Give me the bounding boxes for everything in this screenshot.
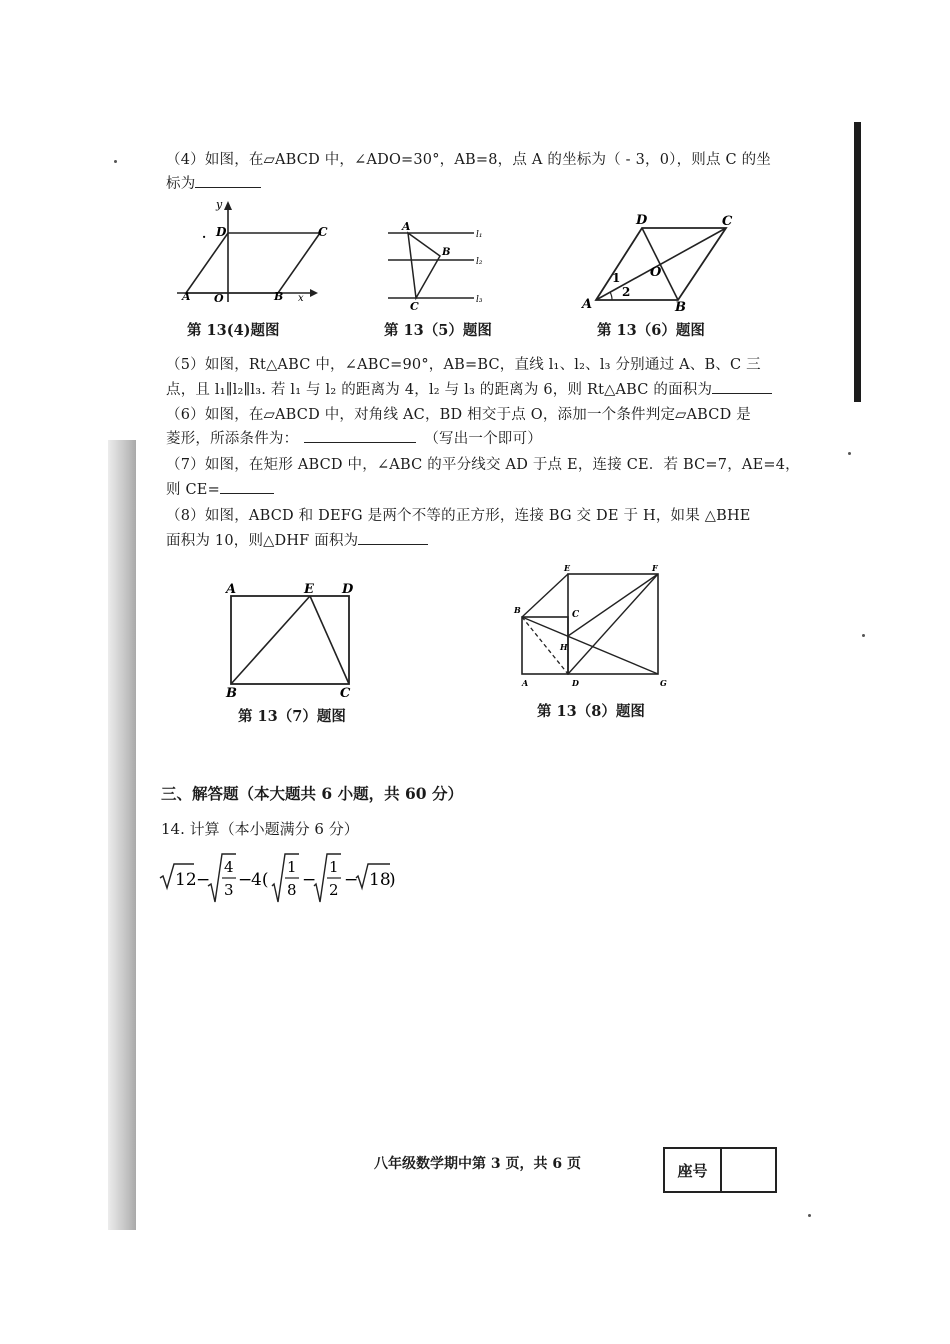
speck [808,1214,811,1217]
q5-answer-blank [712,392,772,394]
f8-F-label: F [652,563,658,573]
q6-line2b: （写出一个即可） [424,431,542,447]
scan-shadow [108,440,136,1230]
q5-line2-text: 点，且 l₁∥l₂∥l₃. 若 l₁ 与 l₂ 的距离为 4，l₂ 与 l₃ 的距离为 6，则 Rt△ABC 的面积为 [166,382,713,398]
f8-H-label: H [560,642,568,652]
f4-B-label: B [274,290,284,303]
q8-line2 [166,529,428,550]
f4-A-label: A [182,290,191,303]
q14-n1b: 1 [329,858,339,876]
q14-close: ) [389,870,396,890]
q14-minus-4: − [344,870,359,890]
f8-A-label: A [522,678,529,688]
q6-line2a: 菱形，所添条件为： [166,431,299,447]
f8-E-label: E [564,563,571,573]
section-3-heading: 三、解答题（本大题共 6 小题，共 60 分） [161,784,463,803]
q5-line2 [166,378,772,399]
q4-line1: （4）如图，在▱ABCD 中，∠ADO=30°，AB=8，点 A 的坐标为（ - 3，0），则点 C 的坐 [166,152,772,168]
q14-title: 14. 计算（本小题满分 6 分） [161,820,359,838]
page-footer: 八年级数学期中第 3 页，共 6 页 [374,1156,581,1172]
f7-A-label: A [226,582,237,597]
figure-13-8 [510,562,682,690]
svg-text:.: . [202,227,207,241]
q6-line1: （6）如图，在▱ABCD 中，对角线 AC，BD 相交于点 O，添加一个条件判定▱ABCD 是 [166,407,751,423]
q14-n1a: 1 [287,858,297,876]
f6-A-label: A [582,297,593,312]
f8-B-label: B [514,605,521,615]
q6-line2 [166,427,542,448]
q14-n3: 3 [224,881,234,899]
f5-l1-label: l₁ [476,230,483,240]
f6-O-label: O [650,265,662,280]
q8-line1: （8）如图，ABCD 和 DEFG 是两个不等的正方形，连接 BG 交 DE 于 H，如果 △BHE [166,508,751,524]
scan-edge-bar [854,122,861,402]
f6-B-label: B [675,300,686,315]
q7-line2-text: 则 CE= [166,482,220,498]
q4-answer-blank [195,186,261,188]
q14-minus-3: − [302,870,317,890]
seat-value-cell [722,1149,775,1191]
figure-13-4-caption: 第 13(4)题图 [187,322,280,339]
f8-D-label: D [572,678,579,688]
q7-answer-blank [220,492,274,494]
f5-C-label: C [410,300,419,313]
f7-E-label: E [304,582,314,597]
f7-C-label: C [340,686,351,701]
f8-G-label: G [660,678,667,688]
f4-O-label: O [214,292,224,305]
q14-n8: 8 [287,881,297,899]
q14-n18: 18 [369,870,391,890]
speck [848,452,851,455]
f6-C-label: C [722,214,733,229]
figure-13-7 [222,578,362,700]
q5-line1: （5）如图，Rt△ABC 中，∠ABC=90°，AB=BC，直线 l₁、l₂、l₃ 分别通过 A、B、C 三 [166,357,761,373]
q14-minus-2: − [238,870,253,890]
f6-angle1-label: 1 [612,271,621,285]
q8-line2-text: 面积为 10，则△DHF 面积为 [166,533,359,549]
f7-D-label: D [342,582,354,597]
q4-line2 [166,172,261,193]
figure-13-8-caption: 第 13（8）题图 [537,703,645,720]
seat-number-box [663,1147,777,1193]
q14-n4: 4 [224,858,234,876]
q4-line2-text: 标为 [166,176,196,192]
q14-n2: 2 [329,881,339,899]
q14-coef: 4( [251,870,269,890]
q7-line2 [166,478,274,499]
f5-B-label: B [442,247,451,258]
speck [862,634,865,637]
f4-y-label: y [216,198,223,211]
q7-line1: （7）如图，在矩形 ABCD 中，∠ABC 的平分线交 AD 于点 E，连接 CE．若 BC=7，AE=4， [166,457,800,473]
f7-B-label: B [226,686,237,701]
f8-C-label: C [572,610,580,620]
f5-l3-label: l₃ [476,295,483,305]
seat-label: 座号 [665,1149,722,1191]
f5-A-label: A [402,220,411,233]
figure-13-4 [172,198,328,308]
speck [114,160,117,163]
q14-expression [158,850,398,910]
figure-13-7-caption: 第 13（7）题图 [238,708,346,725]
figure-13-5 [384,218,494,313]
f6-D-label: D [636,213,648,228]
q14-n12: 12 [175,870,197,890]
f6-angle2-label: 2 [622,285,631,299]
f5-l2-label: l₂ [476,257,483,267]
f4-C-label: C [318,225,328,239]
f4-D-label: D [216,225,227,239]
q14-minus-1: − [196,870,211,890]
q6-answer-blank [304,441,416,443]
figure-13-5-caption: 第 13（5）题图 [384,322,492,339]
f4-x-label: x [298,293,304,304]
figure-13-6 [578,212,740,314]
figure-13-6-caption: 第 13（6）题图 [597,322,705,339]
q8-answer-blank [358,543,428,545]
